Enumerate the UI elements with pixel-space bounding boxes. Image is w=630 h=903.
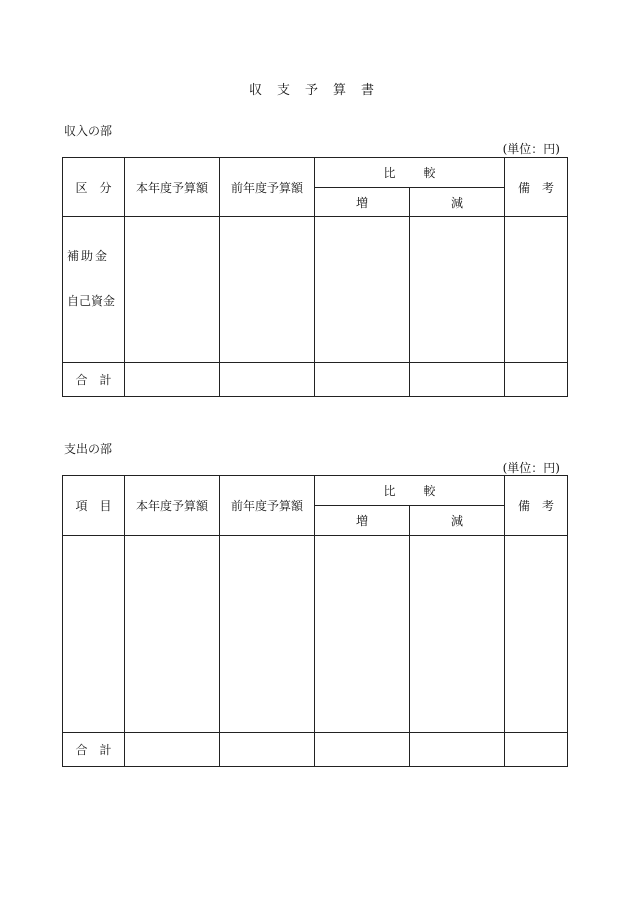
income-header-previous-budget: 前年度予算額	[220, 158, 315, 217]
expense-previous-budget-cell[interactable]	[220, 536, 315, 733]
expense-header-comparison: 比較	[315, 476, 505, 506]
income-table	[62, 157, 568, 397]
income-total-increase[interactable]	[315, 363, 410, 396]
expense-header-category: 項目	[63, 476, 125, 536]
income-section-label: 収入の部	[64, 124, 113, 138]
income-header-comparison: 比較	[315, 158, 505, 188]
income-decrease-cell[interactable]	[410, 217, 505, 363]
expense-header-current-budget: 本年度予算額	[125, 476, 220, 536]
expense-table	[62, 475, 568, 767]
income-header-remarks: 備考	[505, 158, 567, 217]
expense-section-label: 支出の部	[64, 442, 113, 456]
income-total-decrease[interactable]	[410, 363, 505, 396]
expense-header-increase: 増	[315, 506, 410, 536]
expense-header-previous-budget: 前年度予算額	[220, 476, 315, 536]
expense-category-cell[interactable]	[63, 536, 125, 733]
income-unit-label: (単位：円)	[502, 142, 560, 156]
expense-total-label: 合計	[63, 733, 125, 766]
income-total-label: 合計	[63, 363, 125, 396]
income-header-current-budget: 本年度予算額	[125, 158, 220, 217]
income-row-label-own-funds: 自己資金	[67, 294, 116, 308]
income-header-category: 区分	[63, 158, 125, 217]
income-total-previous[interactable]	[220, 363, 315, 396]
expense-remarks-cell[interactable]	[505, 536, 567, 733]
income-remarks-cell[interactable]	[505, 217, 567, 363]
income-total-remarks[interactable]	[505, 363, 567, 396]
expense-total-increase[interactable]	[315, 733, 410, 766]
expense-total-previous[interactable]	[220, 733, 315, 766]
expense-unit-label: (単位：円)	[502, 461, 560, 475]
document-title: 収支予算書	[248, 83, 389, 98]
expense-total-remarks[interactable]	[505, 733, 567, 766]
income-row-label-subsidy: 補助金	[67, 249, 110, 263]
income-header-increase: 増	[315, 188, 410, 217]
expense-total-current[interactable]	[125, 733, 220, 766]
income-increase-cell[interactable]	[315, 217, 410, 363]
expense-header-remarks: 備考	[505, 476, 567, 536]
income-previous-budget-cell[interactable]	[220, 217, 315, 363]
expense-increase-cell[interactable]	[315, 536, 410, 733]
income-category-cell	[63, 217, 125, 363]
income-header-decrease: 減	[410, 188, 505, 217]
expense-decrease-cell[interactable]	[410, 536, 505, 733]
income-current-budget-cell[interactable]	[125, 217, 220, 363]
income-total-current[interactable]	[125, 363, 220, 396]
expense-header-decrease: 減	[410, 506, 505, 536]
expense-total-decrease[interactable]	[410, 733, 505, 766]
expense-current-budget-cell[interactable]	[125, 536, 220, 733]
